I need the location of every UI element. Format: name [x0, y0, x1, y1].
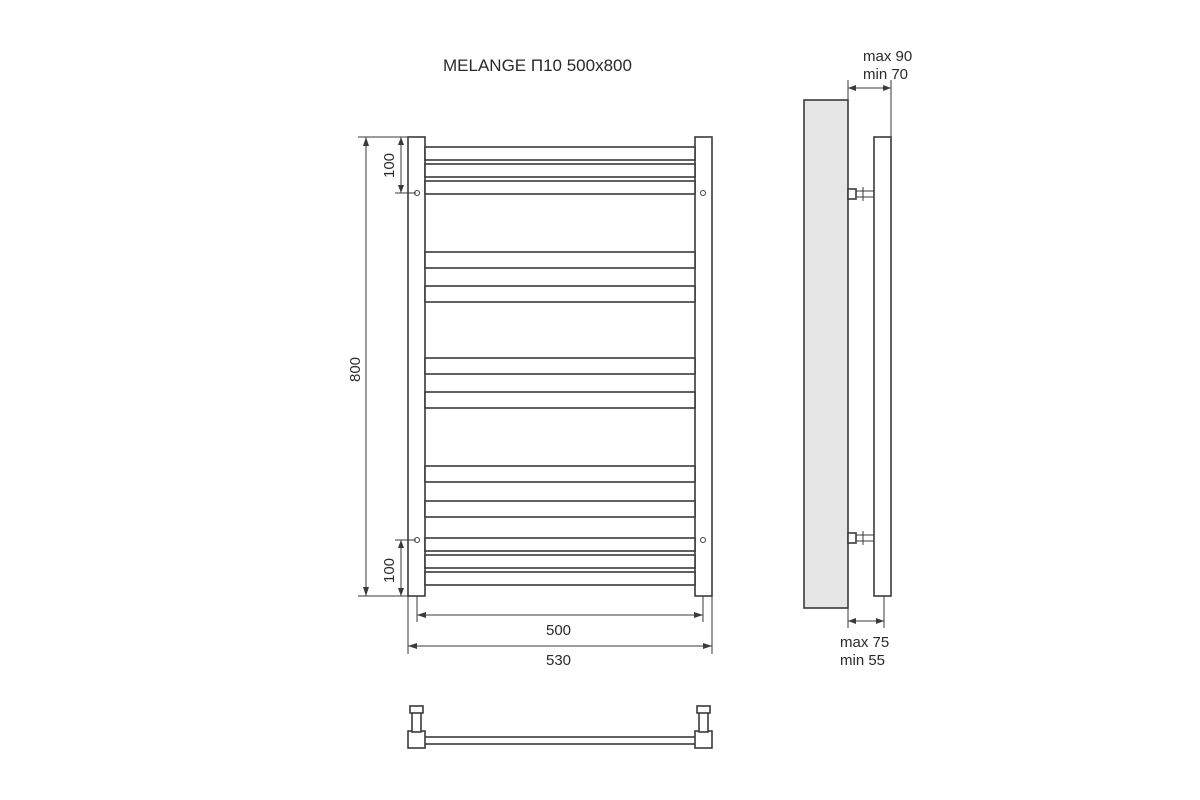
crossbar: [425, 466, 695, 482]
bottom-bracket-mount: [848, 533, 856, 543]
top-view-left-end: [408, 731, 425, 748]
crossbar: [425, 392, 695, 408]
crossbar: [425, 252, 695, 268]
top-view: [408, 706, 712, 748]
crossbar: [425, 572, 695, 585]
side-post: [874, 137, 891, 596]
front-view: [408, 137, 712, 596]
top-bracket-mount: [848, 189, 856, 199]
right-post: [695, 137, 712, 596]
crossbar: [425, 147, 695, 160]
dimension-top-offset: 100: [381, 152, 398, 178]
crossbar: [425, 555, 695, 568]
dimension-connection-depth-min: min 55: [840, 652, 886, 669]
top-view-right-end: [695, 731, 712, 748]
crossbar: [425, 538, 695, 551]
dimension-bottom-offset: 100: [381, 557, 398, 583]
wall: [804, 100, 848, 608]
top-view-right-connector-cap: [697, 706, 710, 713]
product-title: MELANGE П10 500x800: [443, 56, 632, 75]
dimension-wall-distance-max: max 90: [863, 48, 913, 65]
side-view: [804, 48, 912, 669]
crossbar: [425, 164, 695, 177]
top-view-bar: [422, 737, 698, 744]
crossbars: [425, 147, 695, 585]
crossbar: [425, 286, 695, 302]
dimension-height-800: 800: [347, 356, 364, 382]
crossbar: [425, 501, 695, 517]
crossbar: [425, 181, 695, 194]
dimension-width-500: 500: [546, 622, 572, 639]
dimension-width-530: 530: [546, 652, 572, 669]
top-view-left-connector: [412, 712, 421, 732]
dimension-connection-depth-max: max 75: [840, 634, 890, 651]
top-view-left-connector-cap: [410, 706, 423, 713]
dimension-wall-distance-min: min 70: [863, 66, 909, 83]
top-view-right-connector: [699, 712, 708, 732]
crossbar: [425, 358, 695, 374]
left-post: [408, 137, 425, 596]
